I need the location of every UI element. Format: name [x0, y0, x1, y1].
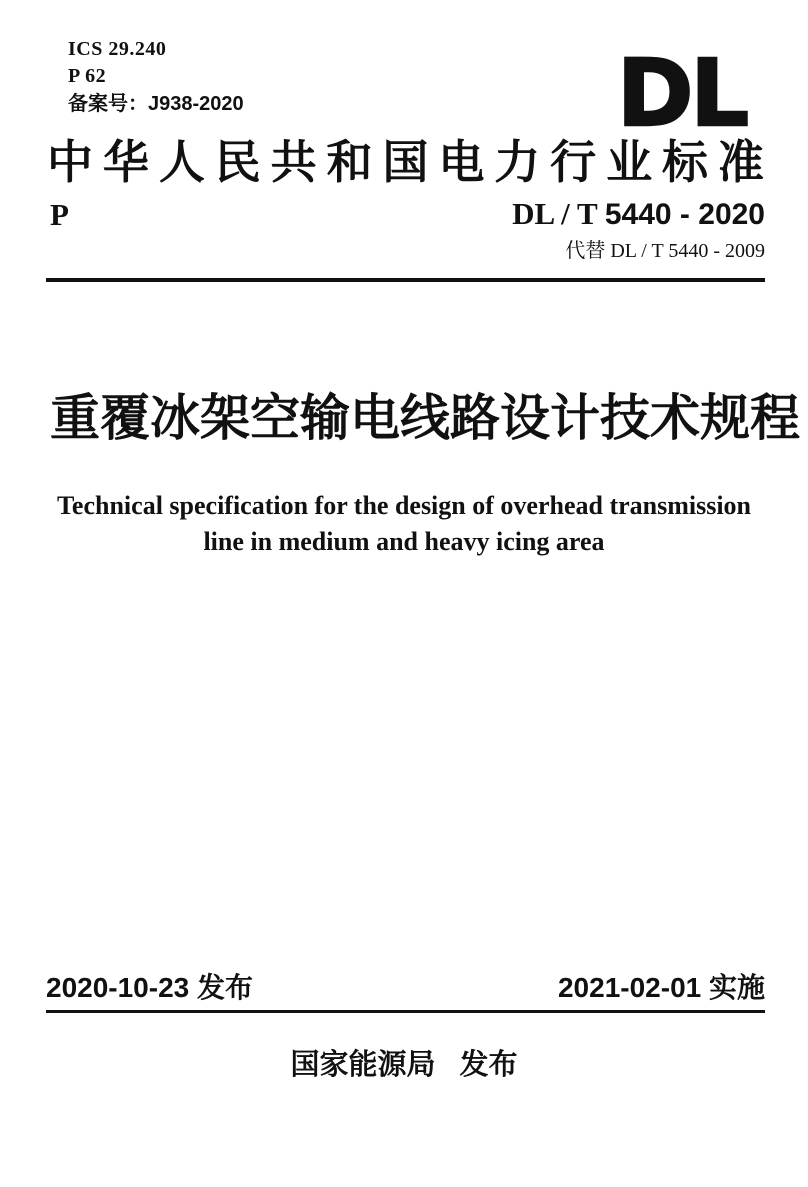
issuer-name: 国家能源局 — [290, 1049, 436, 1081]
record-number: 备案号：J938-2020 — [68, 93, 244, 115]
issue-date: 2020-10-23 发布 — [46, 972, 254, 1003]
header-divider — [46, 278, 765, 282]
standard-number — [512, 197, 765, 231]
issuer-line — [0, 1048, 808, 1082]
standard-number-block — [512, 197, 765, 262]
footer-divider — [46, 1010, 765, 1013]
ics-code: ICS 29.240 — [68, 38, 167, 60]
issuer-action: 发布 — [459, 1049, 518, 1081]
dl-logo: DL — [617, 40, 746, 147]
standard-headline: 中 华 人 民 共 和 国 电 力 行 业 标 准 — [47, 137, 764, 188]
effective-date: 2021-02-01 实施 — [557, 972, 765, 1003]
title-english-line2: line in medium and heavy icing area — [203, 527, 605, 556]
doc-class-code: P 62 — [68, 65, 107, 87]
dates-row — [46, 971, 765, 1005]
standard-number-digits: 5440 - 2020 — [604, 198, 765, 231]
title-english — [0, 488, 808, 560]
replaces-note: 代替 DL / T 5440 - 2009 — [565, 240, 765, 263]
title-chinese: 重 覆 冰 架 空 输 电 线 路 设 计 技 术 规 程 — [50, 390, 800, 446]
class-mark: P — [50, 197, 69, 232]
meta-block — [68, 36, 244, 119]
title-english-line1: Technical specification for the design of overhead transmission — [56, 491, 752, 520]
standard-number-prefix: DL / T — [512, 196, 598, 231]
